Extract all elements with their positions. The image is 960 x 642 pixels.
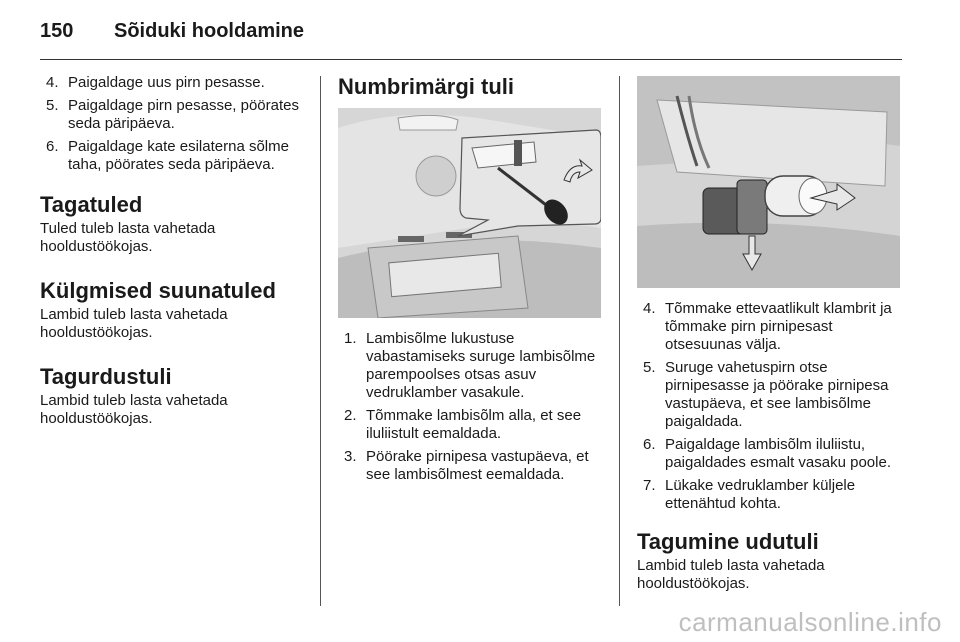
watermark: carmanualsonline.info (678, 607, 942, 637)
page-title: Sõiduki hooldamine (114, 20, 305, 42)
column-divider-1 (320, 76, 321, 606)
step-number: 4. (643, 300, 656, 317)
section-body: Lambid tuleb lasta vahetada hooldustöökojas. (40, 392, 228, 427)
step-number: 2. (344, 407, 357, 424)
header-divider (40, 59, 902, 60)
list-item (338, 448, 608, 484)
step-text: Paigaldage lambisõlm iluliistu, paigaldades esmalt vasaku poole. (665, 436, 891, 471)
step-text: Pöörake pirnipesa vastupäeva, et see lambisõlmest eemaldada. (366, 448, 589, 483)
section-kulgmised-suunatuled (40, 278, 310, 342)
step-number: 5. (643, 359, 656, 376)
step-text: Suruge vahetuspirn otse pirnipesasse ja pöörake pirnipesa vastupäeva, et see lambisõlme paigaldada. (665, 359, 889, 430)
middle-column (338, 74, 608, 489)
section-tagatuled (40, 192, 310, 256)
section-body: Tuled tuleb lasta vahetada hooldustöökojas. (40, 220, 216, 255)
section-heading: Numbrimärgi tuli (338, 74, 515, 99)
section-tagurdustuli (40, 364, 310, 428)
column-divider-2 (619, 76, 620, 606)
section-heading: Tagurdustuli (40, 364, 172, 389)
right-column (637, 74, 912, 593)
step-number: 1. (344, 330, 357, 347)
step-text: Tõmmake lambisõlm alla, et see iluliistult eemaldada. (366, 407, 582, 442)
list-item (338, 407, 608, 443)
right-steps-list (637, 300, 912, 513)
bulb-socket-illustration-svg (637, 76, 900, 288)
list-item (338, 330, 608, 402)
step-number: 5. (46, 97, 59, 114)
section-body: Lambid tuleb lasta vahetada hooldustöökojas. (40, 306, 228, 341)
list-item (637, 436, 912, 472)
section-body: Lambid tuleb lasta vahetada hooldustöökojas. (637, 557, 825, 592)
section-heading: Külgmised suunatuled (40, 278, 276, 303)
step-text: Lambisõlme lukustuse vabastamiseks suruge lambisõlme parempoolses otsas asuv vedruklamber vasakule. (366, 330, 596, 401)
bulb-socket-illustration (637, 76, 900, 288)
step-text: Paigaldage pirn pesasse, pöörates seda päripäeva. (68, 97, 299, 132)
list-item (637, 359, 912, 431)
middle-steps-list (338, 330, 608, 484)
step-number: 6. (46, 138, 59, 155)
step-number: 3. (344, 448, 357, 465)
section-tagumine-udutuli (637, 529, 912, 593)
list-item (40, 138, 310, 174)
left-column (40, 74, 310, 428)
section-heading: Tagatuled (40, 192, 143, 217)
list-item (637, 300, 912, 354)
step-number: 6. (643, 436, 656, 453)
list-item (637, 477, 912, 513)
section-heading: Tagumine udutuli (637, 529, 819, 554)
page-number: 150 (40, 20, 74, 42)
step-text: Paigaldage uus pirn pesasse. (68, 74, 265, 91)
step-text: Tõmmake ettevaatlikult klambrit ja tõmmake pirn pirnipesast otsesuunas välja. (665, 300, 892, 353)
step-text: Lükake vedruklamber küljele ettenähtud kohta. (665, 477, 856, 512)
step-text: Paigaldage kate esilaterna sõlme taha, pöörates seda päripäeva. (68, 138, 289, 173)
license-lamp-illustration-svg (338, 108, 601, 318)
list-item (40, 74, 310, 92)
step-number: 7. (643, 477, 656, 494)
license-lamp-removal-illustration (338, 108, 601, 318)
step-number: 4. (46, 74, 59, 91)
page-header (40, 20, 920, 50)
list-item (40, 97, 310, 133)
left-steps-list (40, 74, 310, 174)
